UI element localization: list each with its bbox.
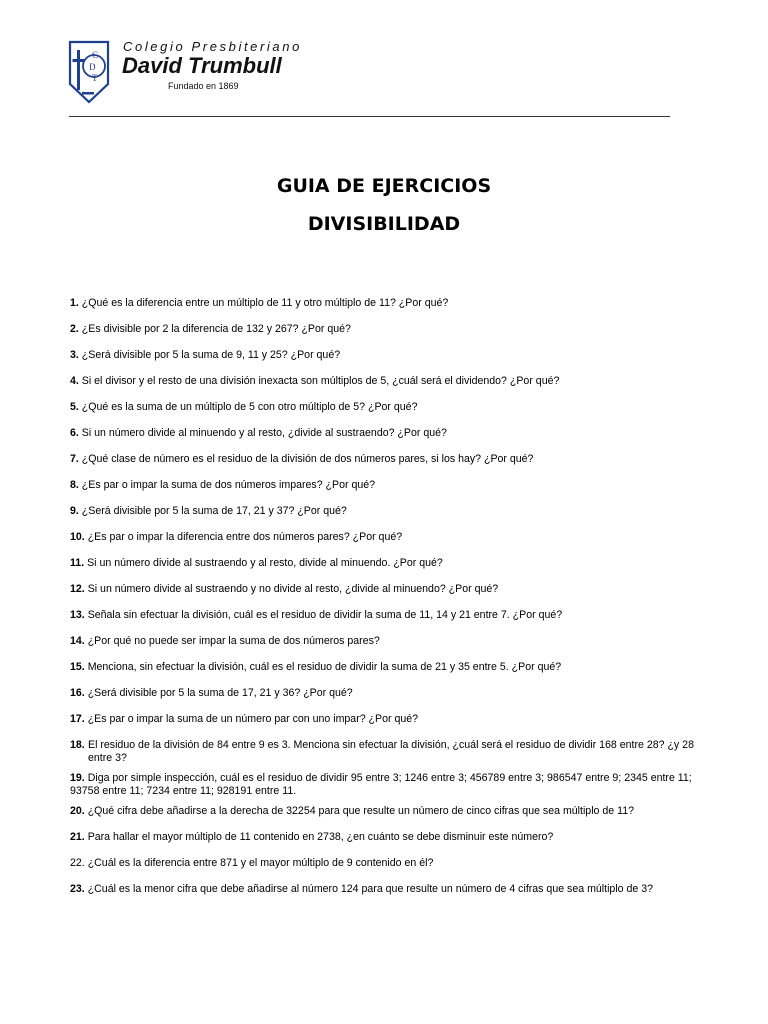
question-item — [70, 479, 698, 492]
question-text: Si el divisor y el resto de una división inexacta son múltiplos de 5, ¿cuál será el dividendo? ¿Por qué? — [81, 375, 560, 387]
question-item — [70, 505, 698, 518]
question-item — [70, 323, 698, 336]
question-text: El residuo de la división de 84 entre 9 es 3. Menciona sin efectuar la división, ¿cuál será el residuo de dividir 168 entre 28? ¿y 28 entre 3? — [88, 739, 694, 764]
question-number: 1. — [70, 297, 79, 309]
question-text: Para hallar el mayor múltiplo de 11 contenido en 2738, ¿en cuánto se debe disminuir este número? — [87, 831, 554, 843]
question-number: 11. — [70, 557, 85, 569]
question-text: ¿Cuál es la diferencia entre 871 y el mayor múltiplo de 9 contenido en él? — [87, 857, 434, 869]
question-number: 5. — [70, 401, 79, 413]
question-text: ¿Por qué no puede ser impar la suma de dos números pares? — [87, 635, 380, 647]
question-text: Señala sin efectuar la división, cuál es el residuo de dividir la suma de 11, 14 y 21 entre 7. ¿Por qué? — [87, 609, 563, 621]
question-number: 22. — [70, 857, 85, 869]
question-number: 15. — [70, 661, 85, 673]
question-item — [70, 531, 698, 544]
question-item — [70, 453, 698, 466]
question-number: 3. — [70, 349, 79, 361]
question-number: 23. — [70, 883, 85, 895]
question-item — [70, 349, 698, 362]
school-logo — [68, 40, 110, 109]
question-text: Menciona, sin efectuar la división, cuál es el residuo de dividir la suma de 21 y 35 entre 5. ¿Por qué? — [87, 661, 562, 673]
question-number: 4. — [70, 375, 79, 387]
question-number: 14. — [70, 635, 85, 647]
question-item — [70, 687, 698, 700]
question-item — [70, 713, 698, 726]
question-text: ¿Será divisible por 5 la suma de 17, 21 y 37? ¿Por qué? — [81, 505, 347, 517]
question-text: ¿Es divisible por 2 la diferencia de 132 y 267? ¿Por qué? — [81, 323, 351, 335]
question-text: ¿Qué es la diferencia entre un múltiplo de 11 y otro múltiplo de 11? ¿Por qué? — [81, 297, 449, 309]
question-number: 18. — [70, 739, 85, 751]
question-item — [70, 583, 698, 596]
svg-text:T: T — [92, 73, 98, 83]
question-text: Diga por simple inspección, cuál es el residuo de dividir 95 entre 3; 1246 entre 3; 456789 entre 3; 986547 entre 9; 2345 entre 11; 93758 entre 11; 7234 entre 11; 928191 entre 11. — [70, 772, 692, 797]
question-number: 16. — [70, 687, 85, 699]
question-text: ¿Es par o impar la suma de dos números impares? ¿Por qué? — [81, 479, 376, 491]
question-number: 17. — [70, 713, 85, 725]
question-text: ¿Será divisible por 5 la suma de 17, 21 y 36? ¿Por qué? — [87, 687, 353, 699]
school-name-line: Colegio Presbiteriano — [123, 39, 302, 54]
question-item — [70, 427, 698, 440]
question-item — [70, 857, 698, 870]
document-title: GUIA DE EJERCICIOS — [276, 175, 492, 197]
question-item — [70, 635, 698, 648]
question-item — [70, 831, 698, 844]
question-item — [70, 805, 698, 818]
question-text: Si un número divide al sustraendo y no divide al resto, ¿divide al minuendo? ¿Por qué? — [87, 583, 499, 595]
document-subtitle: DIVISIBILIDAD — [307, 213, 461, 235]
question-text: ¿Qué es la suma de un múltiplo de 5 con otro múltiplo de 5? ¿Por qué? — [81, 401, 418, 413]
question-text: ¿Es par o impar la suma de un número par con uno impar? ¿Por qué? — [87, 713, 419, 725]
question-item — [70, 739, 698, 765]
question-number: 10. — [70, 531, 85, 543]
question-number: 12. — [70, 583, 85, 595]
questions-list — [70, 297, 698, 909]
question-text: ¿Es par o impar la diferencia entre dos números pares? ¿Por qué? — [87, 531, 403, 543]
question-number: 13. — [70, 609, 85, 621]
question-number: 20. — [70, 805, 85, 817]
svg-text:D: D — [89, 62, 96, 72]
question-number: 2. — [70, 323, 79, 335]
question-number: 9. — [70, 505, 79, 517]
question-text: ¿Será divisible por 5 la suma de 9, 11 y 25? ¿Por qué? — [81, 349, 341, 361]
question-text: ¿Qué cifra debe añadirse a la derecha de 32254 para que resulte un número de cinco cifras que sea múltiplo de 11? — [87, 805, 635, 817]
question-text: ¿Qué clase de número es el residuo de la división de dos números pares, si los hay? ¿Por qué? — [81, 453, 534, 465]
question-item — [70, 772, 698, 798]
question-number: 21. — [70, 831, 85, 843]
svg-text:C: C — [92, 50, 99, 60]
question-number: 19. — [70, 772, 85, 784]
question-text: Si un número divide al sustraendo y al resto, divide al minuendo. ¿Por qué? — [87, 557, 443, 569]
question-item — [70, 401, 698, 414]
question-text: ¿Cuál es la menor cifra que debe añadirse al número 124 para que resulte un número de 4 cifras que sea múltiplo de 3? — [87, 883, 654, 895]
school-crest-icon — [68, 40, 110, 104]
question-item — [70, 557, 698, 570]
question-item — [70, 883, 698, 896]
question-number: 7. — [70, 453, 79, 465]
question-item — [70, 375, 698, 388]
question-text: Si un número divide al minuendo y al resto, ¿divide al sustraendo? ¿Por qué? — [81, 427, 447, 439]
question-item — [70, 661, 698, 674]
question-item — [70, 609, 698, 622]
header-divider — [69, 116, 670, 117]
school-title: David Trumbull — [122, 53, 282, 78]
question-number: 8. — [70, 479, 79, 491]
question-number: 6. — [70, 427, 79, 439]
question-item — [70, 297, 698, 310]
founded-text: Fundado en 1869 — [168, 81, 239, 91]
